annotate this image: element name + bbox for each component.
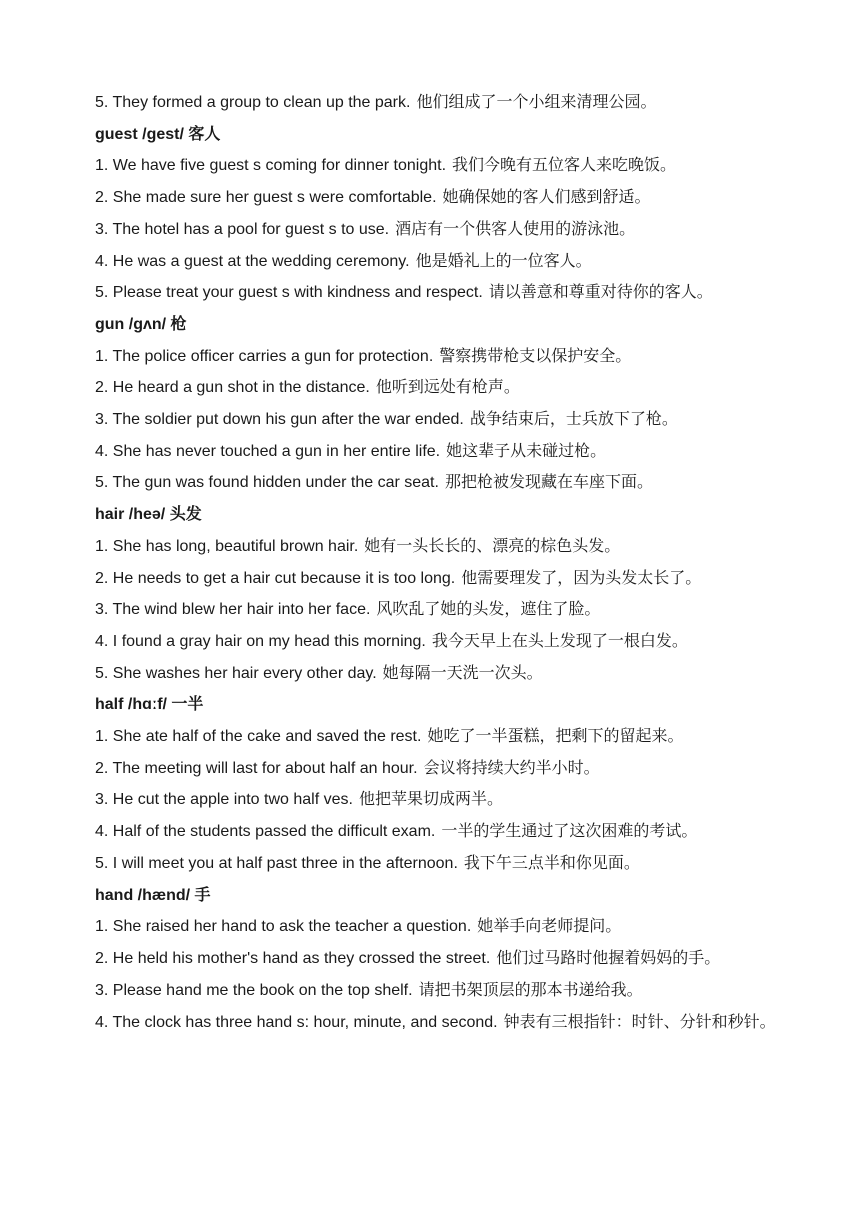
chinese-translation: 我今天早上在头上发现了一根白发。 [431, 632, 688, 650]
example-sentence [95, 848, 785, 880]
chinese-translation: 我们今晚有五位客人来吃晚饭。 [452, 157, 677, 175]
example-sentence [95, 658, 785, 690]
example-sentence [95, 1007, 785, 1039]
chinese-translation: 他需要理发了，因为头发太长了。 [461, 569, 702, 587]
word-heading: guest /gest/ 客人 [95, 125, 221, 143]
sentence-number: 1. [95, 918, 109, 936]
sentence-number: 5. [95, 94, 109, 111]
sentence-number: 4. [95, 1013, 109, 1031]
word-heading: hair /heə/ 头发 [95, 506, 202, 524]
english-sentence: Half of the students passed the difficult exam. [112, 823, 436, 841]
sentence-number: 5. [95, 474, 109, 492]
sentence-number: 2. [95, 189, 109, 207]
english-sentence: The clock has three hand s: hour, minute, and second. [112, 1013, 498, 1031]
sentence-number: 2. [95, 569, 109, 587]
english-sentence: She made sure her guest s were comfortable. [112, 189, 437, 207]
chinese-translation: 他们过马路时他握着妈妈的手。 [496, 949, 721, 967]
vocabulary-content [95, 87, 785, 1039]
chinese-translation: 她吃了一半蛋糕，把剩下的留起来。 [427, 728, 684, 746]
sentence-number: 4. [95, 823, 109, 841]
sentence-number: 4. [95, 632, 109, 650]
english-sentence: They formed a group to clean up the park. [112, 94, 411, 111]
sentence-number: 3. [95, 411, 109, 429]
english-sentence: The meeting will last for about half an hour. [112, 759, 418, 777]
example-sentence [95, 563, 785, 595]
english-sentence: She washes her hair every other day. [112, 664, 377, 682]
example-sentence [95, 626, 785, 658]
chinese-translation: 她确保她的客人们感到舒适。 [442, 189, 651, 207]
english-sentence: The hotel has a pool for guest s to use. [112, 220, 390, 238]
chinese-translation: 他把苹果切成两半。 [358, 791, 503, 809]
english-sentence: She has long, beautiful brown hair. [112, 537, 359, 555]
english-sentence: Please hand me the book on the top shelf. [112, 981, 413, 999]
example-sentence [95, 214, 785, 246]
english-sentence: He was a guest at the wedding ceremony. [112, 252, 410, 270]
chinese-translation: 酒店有一个供客人使用的游泳池。 [395, 220, 636, 238]
chinese-translation: 风吹乱了她的头发，遮住了脸。 [376, 601, 601, 619]
sentence-number: 5. [95, 284, 109, 302]
chinese-translation: 她这辈子从未碰过枪。 [446, 442, 607, 460]
chinese-translation: 一半的学生通过了这次困难的考试。 [441, 823, 698, 841]
english-sentence: I found a gray hair on my head this morning. [112, 632, 426, 650]
chinese-translation: 那把枪被发现藏在车座下面。 [444, 474, 653, 492]
sentence-number: 1. [95, 157, 109, 175]
sentence-number: 2. [95, 949, 109, 967]
english-sentence: The gun was found hidden under the car seat. [112, 474, 439, 492]
example-sentence [95, 911, 785, 943]
example-sentence [95, 372, 785, 404]
example-sentence [95, 436, 785, 468]
example-sentence [95, 246, 785, 278]
english-sentence: Please treat your guest s with kindness and respect. [112, 284, 483, 302]
sentence-number: 1. [95, 728, 109, 746]
word-heading: gun /gʌn/ 枪 [95, 315, 187, 333]
sentence-number: 3. [95, 220, 109, 238]
english-sentence: We have five guest s coming for dinner tonight. [112, 157, 447, 175]
sentence-number: 5. [95, 664, 109, 682]
sentence-number: 3. [95, 601, 109, 619]
example-sentence [95, 404, 785, 436]
sentence-number: 1. [95, 347, 109, 365]
chinese-translation: 警察携带枪支以保护安全。 [439, 347, 632, 365]
word-heading: half /hɑːf/ 一半 [95, 696, 204, 714]
english-sentence: He held his mother's hand as they crossed the street. [112, 949, 491, 967]
sentence-number: 1. [95, 537, 109, 555]
chinese-translation: 他是婚礼上的一位客人。 [415, 252, 592, 270]
sentence-number: 2. [95, 759, 109, 777]
english-sentence: She has never touched a gun in her entire life. [112, 442, 441, 460]
english-sentence: He heard a gun shot in the distance. [112, 379, 370, 397]
chinese-translation: 请把书架顶层的那本书递给我。 [418, 981, 643, 999]
chinese-translation: 钟表有三根指针：时针、分针和秒针。 [503, 1013, 776, 1031]
chinese-translation: 他听到远处有枪声。 [375, 379, 520, 397]
example-sentence [95, 467, 785, 499]
example-sentence [95, 975, 785, 1007]
example-sentence [95, 943, 785, 975]
sentence-number: 3. [95, 981, 109, 999]
example-sentence [95, 87, 785, 119]
chinese-translation: 她有一头长长的、漂亮的棕色头发。 [364, 537, 621, 555]
sentence-number: 2. [95, 379, 109, 397]
sentence-number: 4. [95, 442, 109, 460]
english-sentence: I will meet you at half past three in the afternoon. [112, 854, 458, 872]
chinese-translation: 会议将持续大约半小时。 [423, 759, 600, 777]
chinese-translation: 她每隔一天洗一次头。 [382, 664, 543, 682]
english-sentence: The police officer carries a gun for protection. [112, 347, 434, 365]
english-sentence: She ate half of the cake and saved the rest. [112, 728, 422, 746]
chinese-translation: 我下午三点半和你见面。 [463, 854, 640, 872]
sentence-number: 3. [95, 791, 109, 809]
chinese-translation: 战争结束后，士兵放下了枪。 [469, 411, 678, 429]
word-heading: hand /hænd/ 手 [95, 886, 211, 904]
example-sentence [95, 816, 785, 848]
example-sentence [95, 784, 785, 816]
example-sentence [95, 753, 785, 785]
english-sentence: The wind blew her hair into her face. [112, 601, 371, 619]
english-sentence: The soldier put down his gun after the war ended. [112, 411, 464, 429]
sentence-number: 4. [95, 252, 109, 270]
chinese-translation: 请以善意和尊重对待你的客人。 [488, 284, 713, 302]
example-sentence [95, 150, 785, 182]
english-sentence: He needs to get a hair cut because it is too long. [112, 569, 456, 587]
example-sentence [95, 721, 785, 753]
example-sentence [95, 182, 785, 214]
chinese-translation: 他们组成了一个小组来清理公园。 [416, 94, 657, 111]
example-sentence [95, 594, 785, 626]
english-sentence: He cut the apple into two half ves. [112, 791, 353, 809]
example-sentence [95, 341, 785, 373]
example-sentence [95, 277, 785, 309]
chinese-translation: 她举手向老师提问。 [477, 918, 622, 936]
english-sentence: She raised her hand to ask the teacher a question. [112, 918, 472, 936]
example-sentence [95, 531, 785, 563]
sentence-number: 5. [95, 854, 109, 872]
